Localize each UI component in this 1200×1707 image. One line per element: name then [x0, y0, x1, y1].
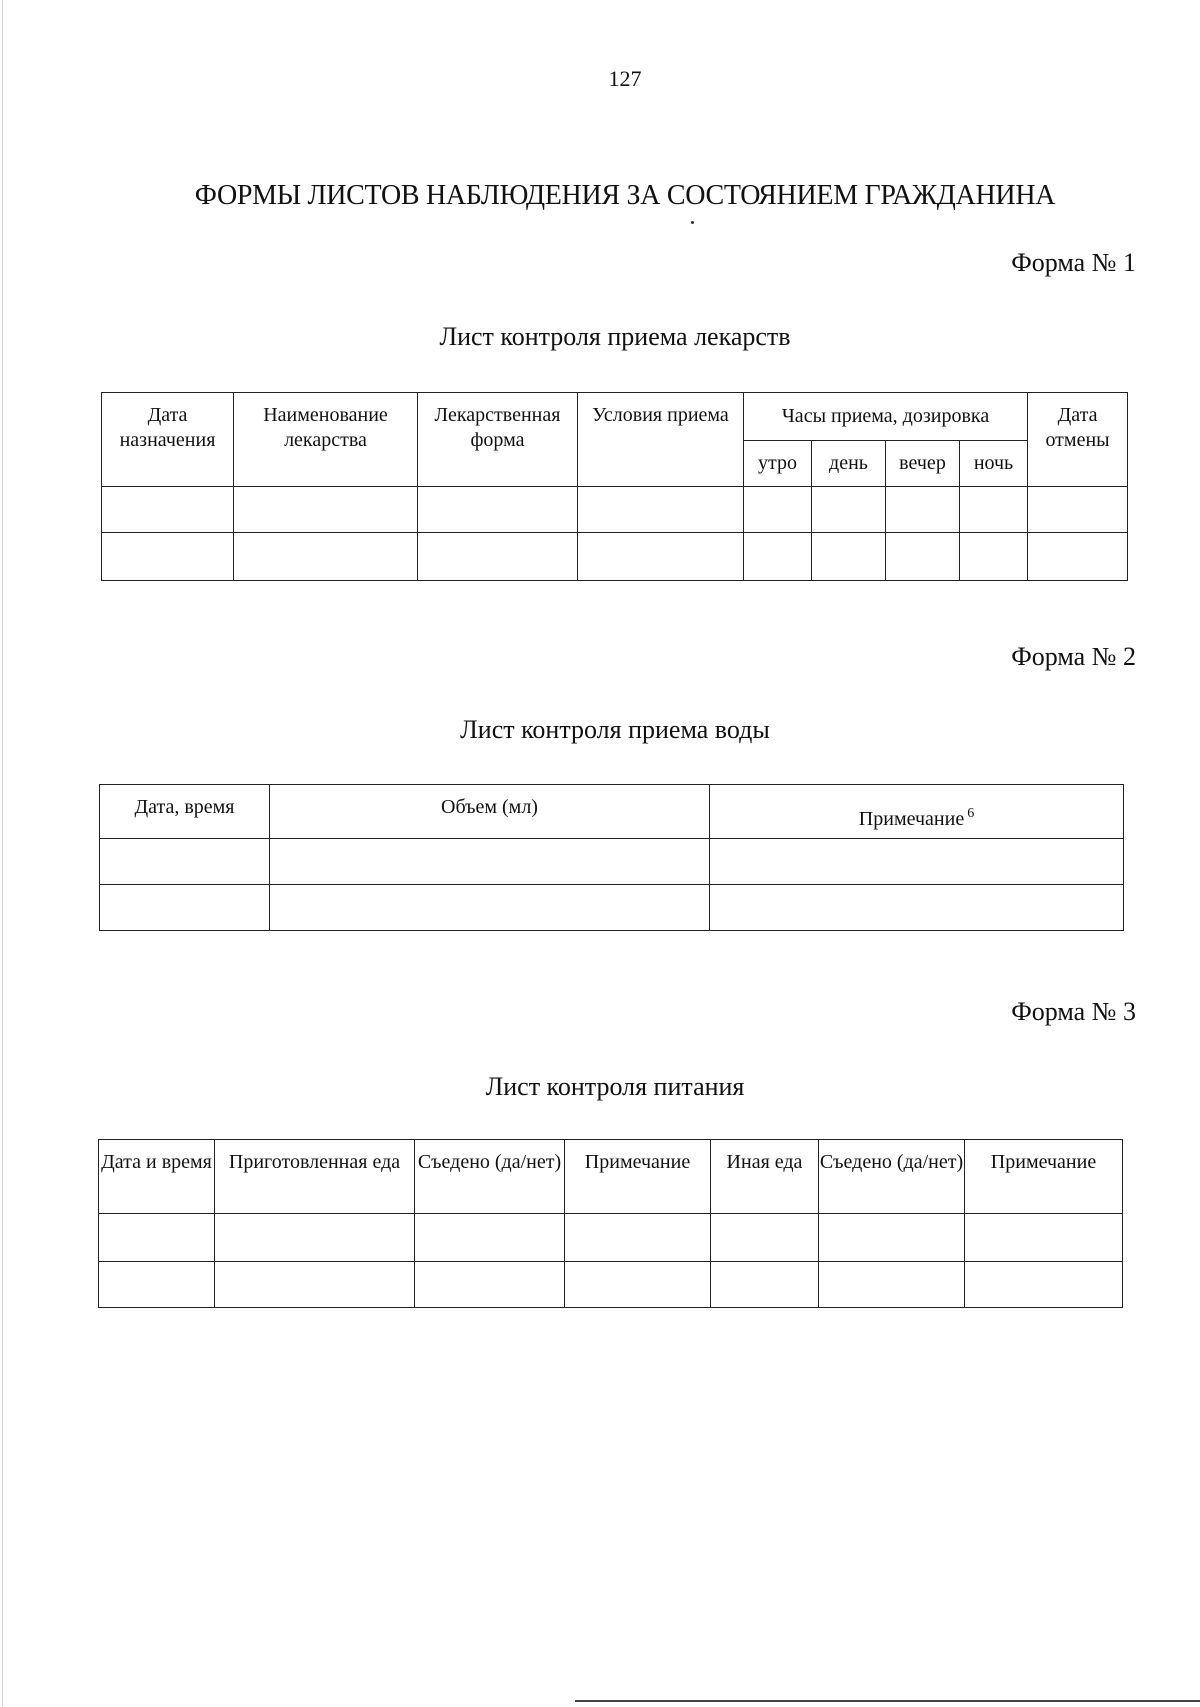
table-cell[interactable]: [819, 1262, 965, 1308]
page-number: 127: [608, 66, 642, 91]
header-datetime: Дата и время: [99, 1140, 215, 1214]
table-cell[interactable]: [819, 1214, 965, 1262]
table-cell[interactable]: [418, 487, 578, 533]
header-note: [710, 785, 1124, 839]
table-cell[interactable]: [415, 1262, 565, 1308]
table-cell[interactable]: [565, 1214, 711, 1262]
table-cell[interactable]: [965, 1262, 1123, 1308]
header-eaten-other: Съедено (да/нет): [819, 1140, 965, 1214]
table-row: [99, 1262, 1123, 1308]
header-prepared-food: Приготовленная еда: [215, 1140, 415, 1214]
footnote-marker: 6: [967, 806, 975, 821]
scan-speck: [691, 221, 694, 224]
table-cell[interactable]: [812, 487, 886, 533]
table-cell[interactable]: [711, 1214, 819, 1262]
table-cell[interactable]: [100, 839, 270, 885]
header-day: день: [812, 441, 886, 487]
header-note: Примечание: [565, 1140, 711, 1214]
form1-title: Лист контроля приема лекарств: [439, 322, 791, 351]
table-cell[interactable]: [578, 487, 744, 533]
table-row: [100, 885, 1124, 931]
table-cell[interactable]: [100, 885, 270, 931]
table-cell[interactable]: [744, 487, 812, 533]
header-intake-conditions: Условия приема: [578, 393, 744, 487]
header-eaten: Съедено (да/нет): [415, 1140, 565, 1214]
scan-left-edge: [2, 0, 3, 1707]
table-cell[interactable]: [102, 487, 234, 533]
table-row: [102, 533, 1128, 581]
table-cell[interactable]: [710, 839, 1124, 885]
form3-table: [98, 1139, 1123, 1308]
table-cell[interactable]: [102, 533, 234, 581]
table-row: [102, 487, 1128, 533]
table-cell[interactable]: [960, 487, 1028, 533]
table-cell[interactable]: [415, 1214, 565, 1262]
form2-title: Лист контроля приема воды: [460, 715, 770, 744]
header-date-assigned: Дата назначения: [102, 393, 234, 487]
table-cell[interactable]: [99, 1214, 215, 1262]
page-title: ФОРМЫ ЛИСТОВ НАБЛЮДЕНИЯ ЗА СОСТОЯНИЕМ ГРАЖДАНИНА: [194, 180, 1056, 211]
header-volume: Объем (мл): [270, 785, 710, 839]
bottom-rule: [575, 1700, 1200, 1702]
table-cell[interactable]: [711, 1262, 819, 1308]
table-cell[interactable]: [1028, 487, 1128, 533]
header-note-other: Примечание: [965, 1140, 1123, 1214]
table-row: [99, 1214, 1123, 1262]
form1-label: Форма № 1: [1011, 248, 1136, 277]
table-cell[interactable]: [960, 533, 1028, 581]
table-cell[interactable]: [710, 885, 1124, 931]
table-cell[interactable]: [215, 1262, 415, 1308]
header-other-food: Иная еда: [711, 1140, 819, 1214]
table-cell[interactable]: [565, 1262, 711, 1308]
header-datetime: Дата, время: [100, 785, 270, 839]
table-cell[interactable]: [270, 839, 710, 885]
form2-label: Форма № 2: [1011, 642, 1136, 671]
table-cell[interactable]: [99, 1262, 215, 1308]
form3-title: Лист контроля питания: [485, 1072, 745, 1101]
table-cell[interactable]: [234, 487, 418, 533]
header-dosage-form: Лекарственная форма: [418, 393, 578, 487]
table-cell[interactable]: [886, 533, 960, 581]
header-date-cancel: Дата отмены: [1028, 393, 1128, 487]
header-drug-name: Наименование лекарства: [234, 393, 418, 487]
header-morning: утро: [744, 441, 812, 487]
header-evening: вечер: [886, 441, 960, 487]
header-night: ночь: [960, 441, 1028, 487]
table-cell[interactable]: [234, 533, 418, 581]
table-cell[interactable]: [578, 533, 744, 581]
form3-label: Форма № 3: [1011, 997, 1136, 1026]
table-cell[interactable]: [965, 1214, 1123, 1262]
header-note-text: Примечание: [858, 808, 965, 830]
form2-table: [99, 784, 1124, 931]
table-cell[interactable]: [886, 487, 960, 533]
form1-table: [101, 392, 1128, 581]
table-cell[interactable]: [270, 885, 710, 931]
table-cell[interactable]: [812, 533, 886, 581]
table-cell[interactable]: [418, 533, 578, 581]
table-cell[interactable]: [215, 1214, 415, 1262]
table-row: [100, 839, 1124, 885]
header-hours-dosage: Часы приема, дозировка: [744, 393, 1028, 441]
table-cell[interactable]: [744, 533, 812, 581]
table-cell[interactable]: [1028, 533, 1128, 581]
